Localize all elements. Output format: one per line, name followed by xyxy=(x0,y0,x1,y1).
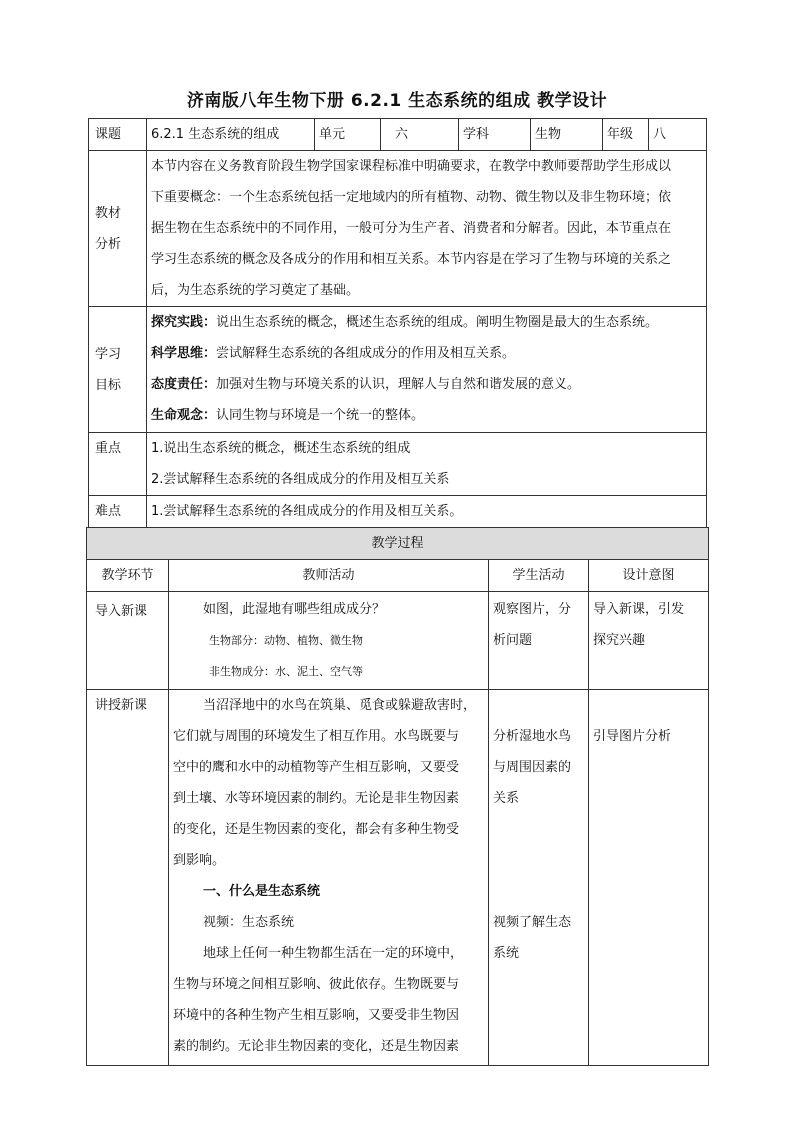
lecture-student: 分析湿地水鸟 与周围因素的 关系 视频了解生态 系统 xyxy=(489,690,589,1066)
difficult-points-label: 难点 xyxy=(89,496,147,528)
goal-item: 科学思维：尝试解释生态系统的各组成成分的作用及相互关系。 xyxy=(151,346,516,361)
column-header: 学生活动 xyxy=(489,560,589,592)
grade-label: 年级 xyxy=(603,119,649,151)
analysis-line: 学习生态系统的概念及各成分的作用和相互关系。本节内容是在学习了生物与环境的关系之 xyxy=(151,252,672,267)
intro-stage: 导入新课 xyxy=(87,592,169,690)
key-points-content: 1.说出生态系统的概念，概述生态系统的组成 2.尝试解释生态系统的各组成成分的作用及相互关系 xyxy=(147,433,707,496)
topic-value: 6.2.1 生态系统的组成 xyxy=(147,119,315,151)
lecture-purpose: 引导图片分析 xyxy=(589,690,709,1066)
unit-value: 六 xyxy=(381,119,459,151)
analysis-line: 据生物在生态系统中的不同作用，一般可分为生产者、消费者和分解者。因此，本节重点在 xyxy=(151,221,672,236)
column-header: 教学环节 xyxy=(87,560,169,592)
analysis-label: 教材 分析 xyxy=(89,151,147,307)
subject-label: 学科 xyxy=(459,119,531,151)
subject-value: 生物 xyxy=(531,119,603,151)
column-header: 教师活动 xyxy=(169,560,489,592)
analysis-line: 下重要概念：一个生态系统包括一定地域内的所有植物、动物、微生物以及非生物环境；依 xyxy=(151,190,672,205)
document-title: 济南版八年生物下册 6.2.1 生态系统的组成 教学设计 xyxy=(186,91,608,111)
intro-teacher: 如图，此湿地有哪些组成成分？ 生物部分：动物、植物、微生物 非生物成分：水、泥土、空气等 xyxy=(169,592,489,690)
key-points-label: 重点 xyxy=(89,433,147,496)
column-header: 设计意图 xyxy=(589,560,709,592)
goals-label: 学习 目标 xyxy=(89,307,147,433)
analysis-line: 后，为生态系统的学习奠定了基础。 xyxy=(151,283,360,298)
lecture-teacher: 当沼泽地中的水鸟在筑巢、觅食或躲避敌害时， 它们就与周围的环境发生了相互作用。水鸟既要与 空中的鹰和水中的动植物等产生相互影响，又要受 到土壤、水等环境因素的制约。无论是非生物因素 的变化，还是生物因素的变化，都会有多种生物受 到影响。 一、什么是生态系统 视频：生态系统 地球上任何一种生物都生活在一定的环境中， 生物与环境之间相互影响、彼此依存。生物既要与 环境中的各种生物产生相互影响，又要受非生物因 素的制约。无论非生物因素的变化，还是生物因素 xyxy=(169,690,489,1066)
analysis-content xyxy=(147,151,707,307)
unit-label: 单元 xyxy=(315,119,381,151)
section-heading: 一、什么是生态系统 xyxy=(203,884,321,899)
intro-student: 观察图片，分 析问题 xyxy=(489,592,589,690)
goal-item: 态度责任：加强对生物与环境关系的认识，理解人与自然和谐发展的意义。 xyxy=(151,377,581,392)
goals-content xyxy=(147,307,707,433)
lesson-info-table xyxy=(88,118,707,528)
intro-purpose: 导入新课，引发 探究兴趣 xyxy=(589,592,709,690)
goal-item: 探究实践：说出生态系统的概念，概述生态系统的组成。阐明生物圈是最大的生态系统。 xyxy=(151,315,659,330)
goal-item: 生命观念：认同生物与环境是一个统一的整体。 xyxy=(151,408,425,423)
grade-value: 八 xyxy=(649,119,707,151)
teaching-process-table xyxy=(86,527,709,1066)
analysis-line: 本节内容在义务教育阶段生物学国家课程标准中明确要求，在教学中教师要帮助学生形成以 xyxy=(151,159,672,174)
lecture-stage: 讲授新课 xyxy=(87,690,169,1066)
process-header: 教学过程 xyxy=(87,528,709,560)
difficult-points-content: 1.尝试解释生态系统的各组成成分的作用及相互关系。 xyxy=(147,496,707,528)
topic-label: 课题 xyxy=(89,119,147,151)
